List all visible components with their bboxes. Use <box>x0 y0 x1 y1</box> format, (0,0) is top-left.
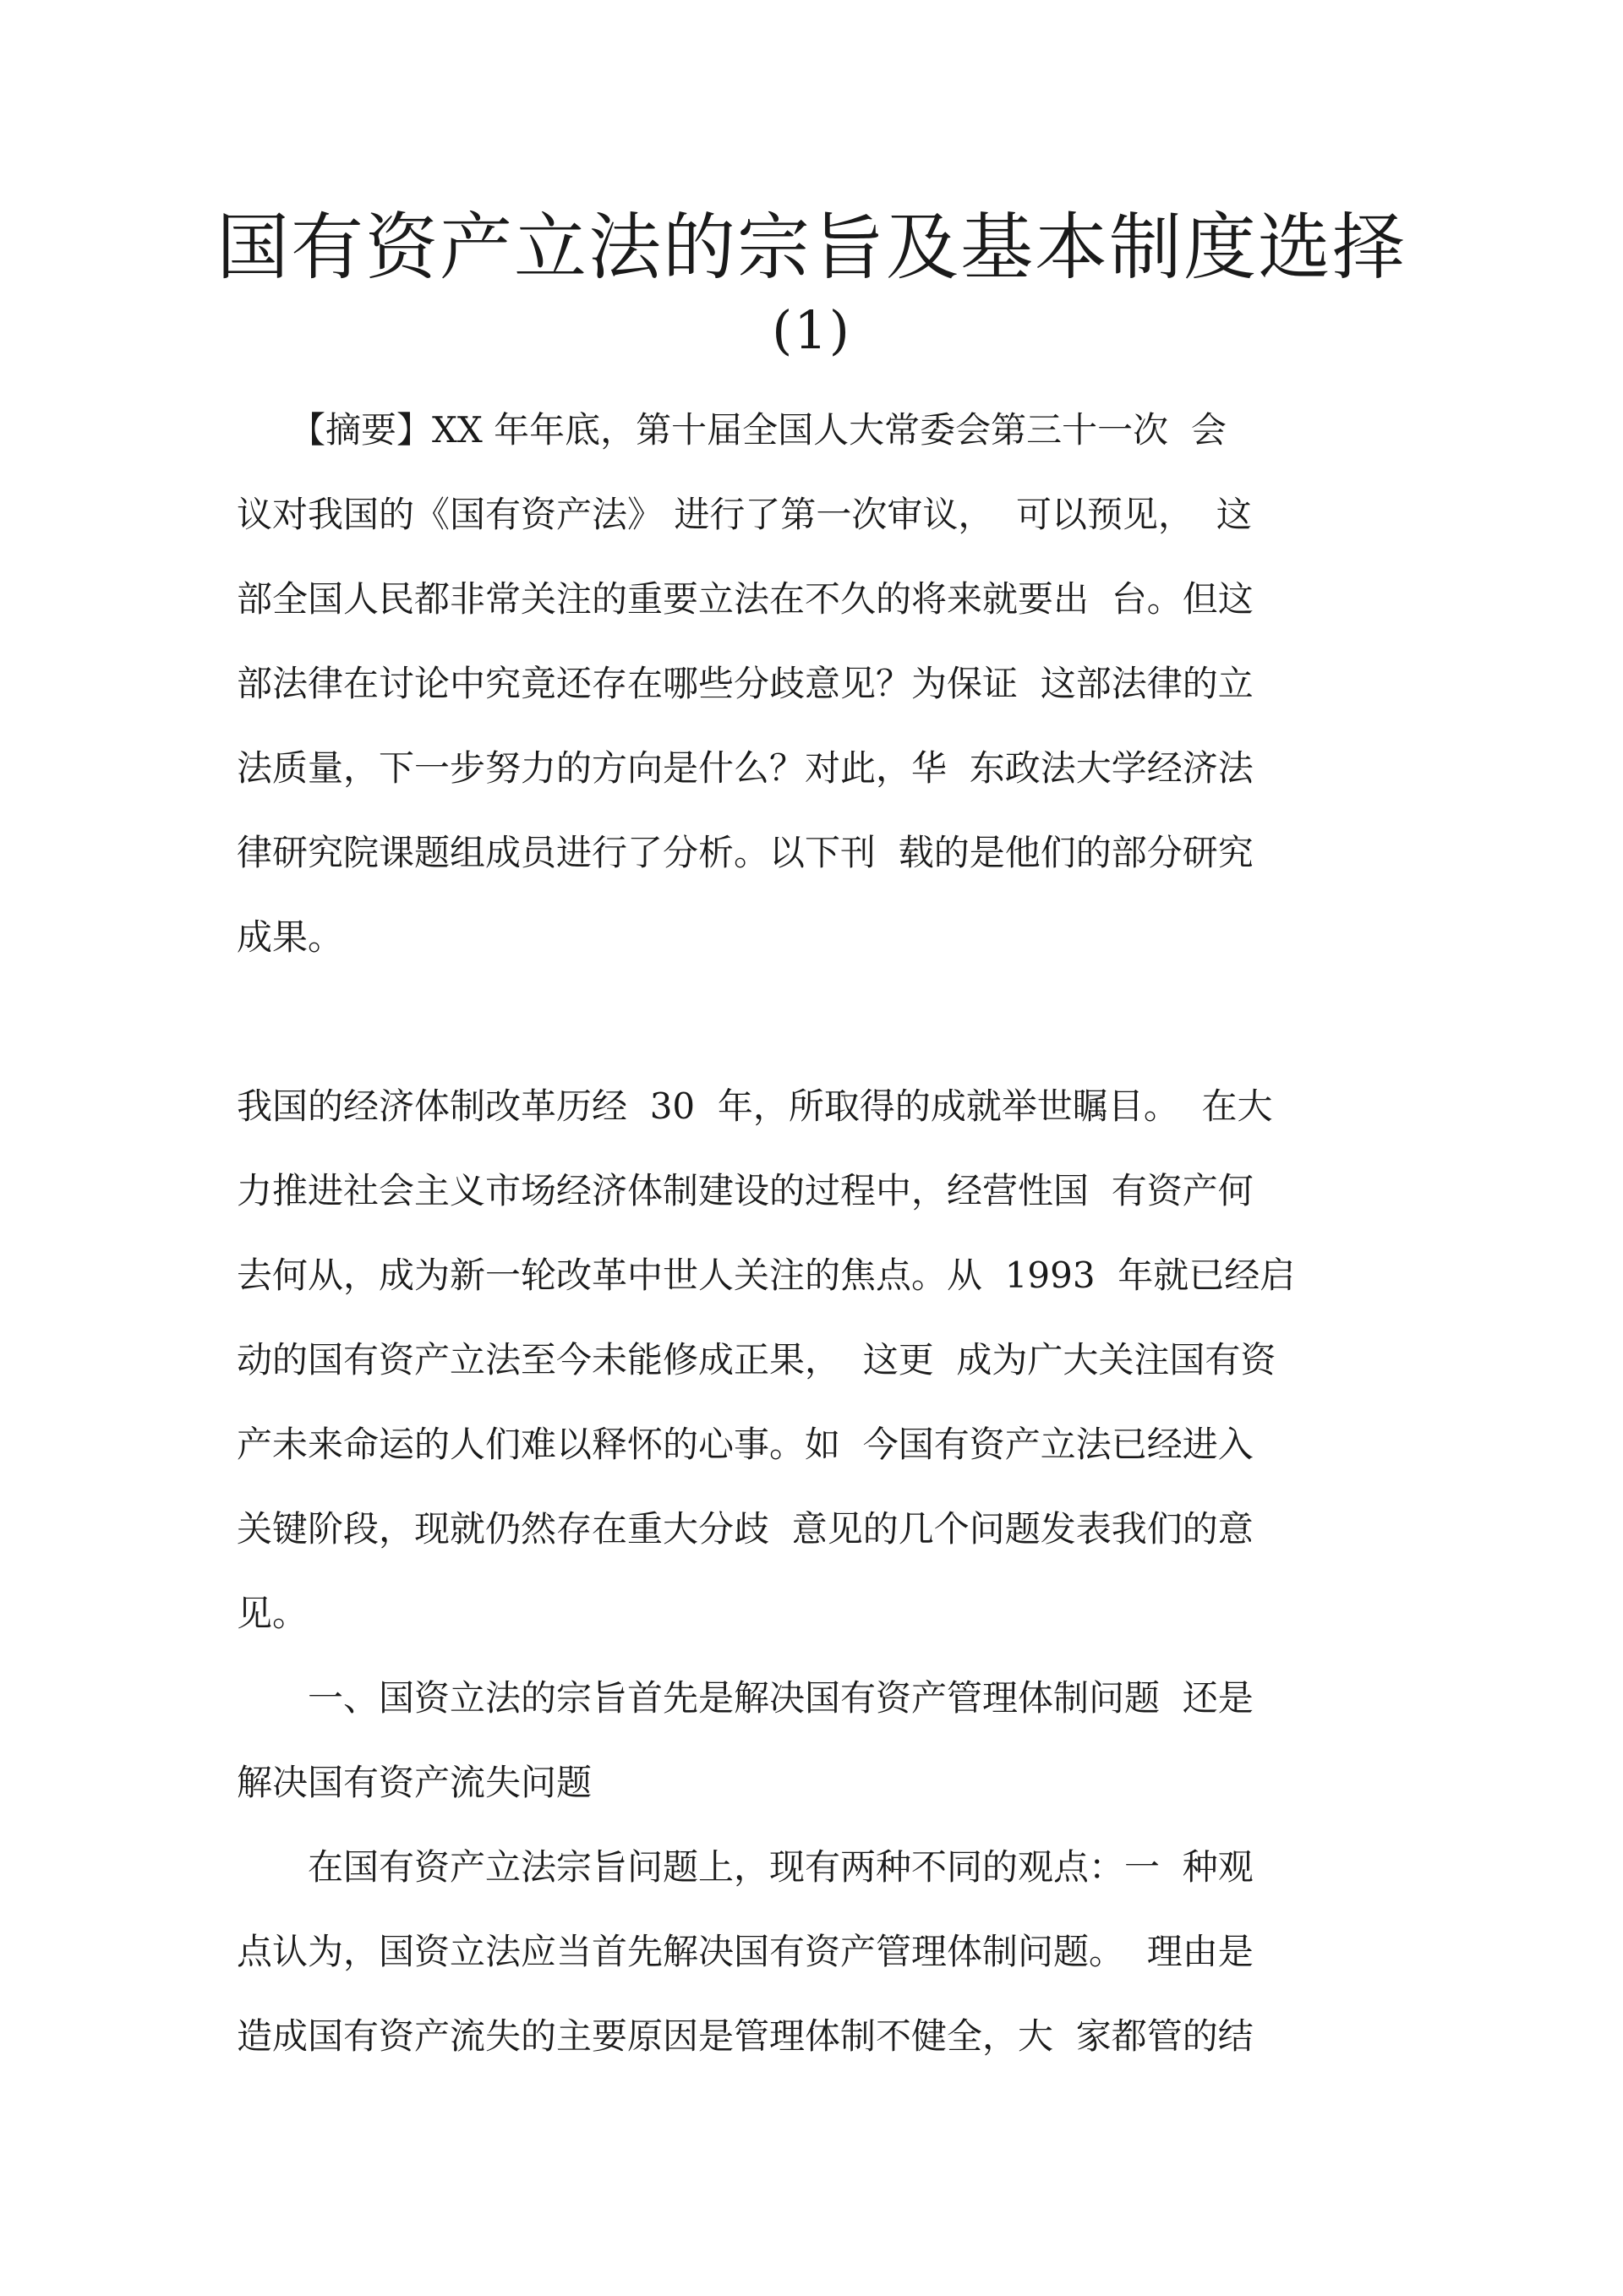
section-body-line-1: 在国有资产立法宗旨问题上，现有两种不同的观点：一 种观 <box>237 1846 1254 1888</box>
body-line-4: 动的国有资产立法至今未能修成正果， 这更 成为广大关注国有资 <box>237 1339 1276 1380</box>
section-body-line-3: 造成国有资产流失的主要原因是管理体制不健全，大 家都管的结 <box>237 2015 1254 2057</box>
document-title-part-number: (1) <box>772 299 851 361</box>
abstract-line-5: 法质量，下一步努力的方向是什么？对此，华 东政法大学经济法 <box>237 747 1254 789</box>
body-line-1: 我国的经济体制改革历经 30 年，所取得的成就举世瞩目。 在大 <box>237 1085 1273 1127</box>
abstract-line-4: 部法律在讨论中究竟还存在哪些分歧意见？为保证 这部法律的立 <box>237 663 1254 704</box>
abstract-line-6: 律研究院课题组成员进行了分析。以下刊 载的是他们的部分研究 <box>237 832 1254 873</box>
abstract-line-7: 成果。 <box>237 916 344 958</box>
abstract-line-3: 部全国人民都非常关注的重要立法在不久的将来就要出 台。但这 <box>237 578 1254 620</box>
document-title: 国有资产立法的宗旨及基本制度选择 <box>216 205 1407 290</box>
body-line-6: 关键阶段，现就仍然存在重大分歧 意见的几个问题发表我们的意 <box>237 1508 1254 1550</box>
section-body-line-2: 点认为，国资立法应当首先解决国有资产管理体制问题。 理由是 <box>237 1931 1254 1972</box>
body-line-5: 产未来命运的人们难以释怀的心事。如 今国有资产立法已经进入 <box>237 1424 1254 1465</box>
abstract-line-2: 议对我国的《国有资产法》 进行了第一次审议， 可以预见， 这 <box>237 494 1252 535</box>
body-line-2: 力推进社会主义市场经济体制建设的过程中，经营性国 有资产何 <box>237 1170 1254 1211</box>
section-heading-line-1: 一、国资立法的宗旨首先是解决国有资产管理体制问题 还是 <box>237 1677 1254 1719</box>
body-line-7: 见。 <box>237 1593 309 1634</box>
abstract-line-1: 【摘要】XX 年年底，第十届全国人大常委会第三十一次 会 <box>237 409 1227 451</box>
body-line-3: 去何从，成为新一轮改革中世人关注的焦点。从 1993 年就已经启 <box>237 1255 1296 1296</box>
section-heading-line-2: 解决国有资产流失问题 <box>237 1762 593 1803</box>
